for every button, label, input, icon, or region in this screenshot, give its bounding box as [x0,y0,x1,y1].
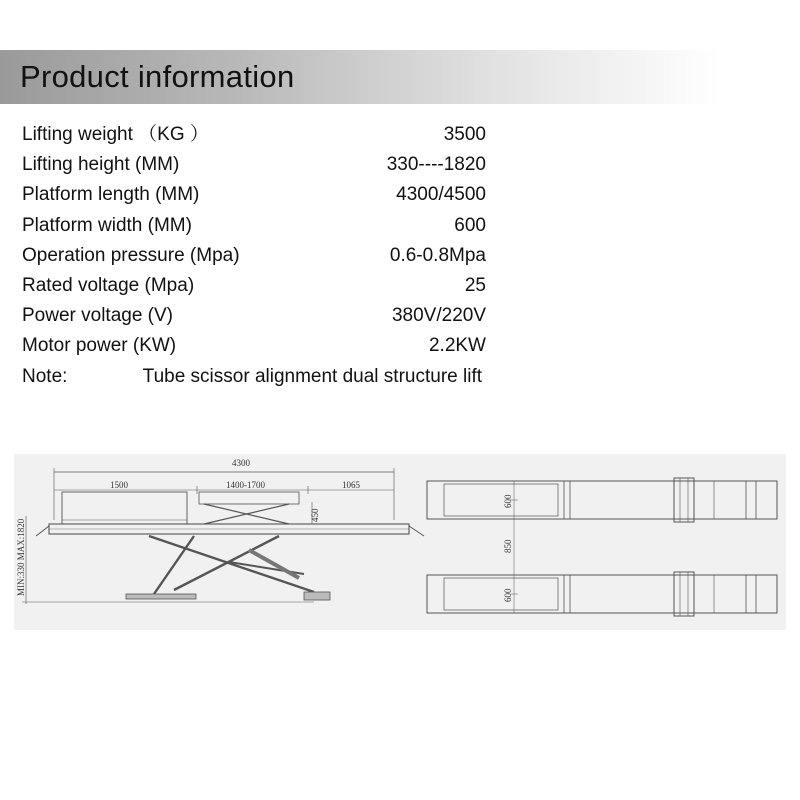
spec-value: 4300/4500 [396,184,486,206]
spec-table [22,120,492,392]
dim-segment-right: 1065 [342,480,360,490]
spec-value: 380V/220V [391,305,486,327]
spec-row-note [22,362,492,392]
spec-row-operation-pressure [22,241,492,271]
note-text: Tube scissor alignment dual structure lift [142,365,482,387]
spec-label: Platform length (MM) [22,184,200,206]
spec-row-lifting-weight [22,120,492,150]
spec-label: Lifting weight （KG ） [22,124,209,145]
dim-segment-left: 1500 [110,480,128,490]
side-view-drawing [22,468,424,604]
spec-row-platform-length [22,180,492,210]
spec-label: Lifting height (MM) [22,154,180,176]
dim-platform-height: 450 [310,508,320,522]
spec-value: 2.2KW [428,335,486,357]
note-label: Note: [22,365,68,387]
spec-label: Rated voltage (Mpa) [22,274,195,296]
technical-drawing [14,454,786,630]
dim-height-range: MIN:330 MAX:1820 [16,518,26,596]
dim-platform-width-top: 600 [503,494,513,508]
top-view-drawing [427,478,777,616]
spec-value: 600 [454,214,486,236]
spec-value: 0.6-0.8Mpa [389,244,486,266]
technical-drawing-panel [14,454,786,630]
spec-row-lifting-height [22,150,492,180]
spec-row-platform-width [22,211,492,241]
spec-label: Motor power (KW) [22,335,177,357]
spec-value: 330----1820 [386,154,486,176]
page-title: Product information [20,59,295,94]
spec-value: 3500 [443,124,486,145]
dim-segment-middle: 1400-1700 [226,480,265,490]
spec-row-motor-power [22,331,492,361]
spec-value: 25 [464,274,486,296]
spec-row-power-voltage [22,301,492,331]
dim-platform-width-bottom: 600 [503,588,513,602]
spec-label: Operation pressure (Mpa) [22,244,240,266]
spec-row-rated-voltage [22,271,492,301]
dim-total-length: 4300 [232,458,250,468]
dim-track-spacing: 850 [503,539,513,553]
spec-label: Power voltage (V) [22,305,174,327]
spec-label: Platform width (MM) [22,214,192,236]
